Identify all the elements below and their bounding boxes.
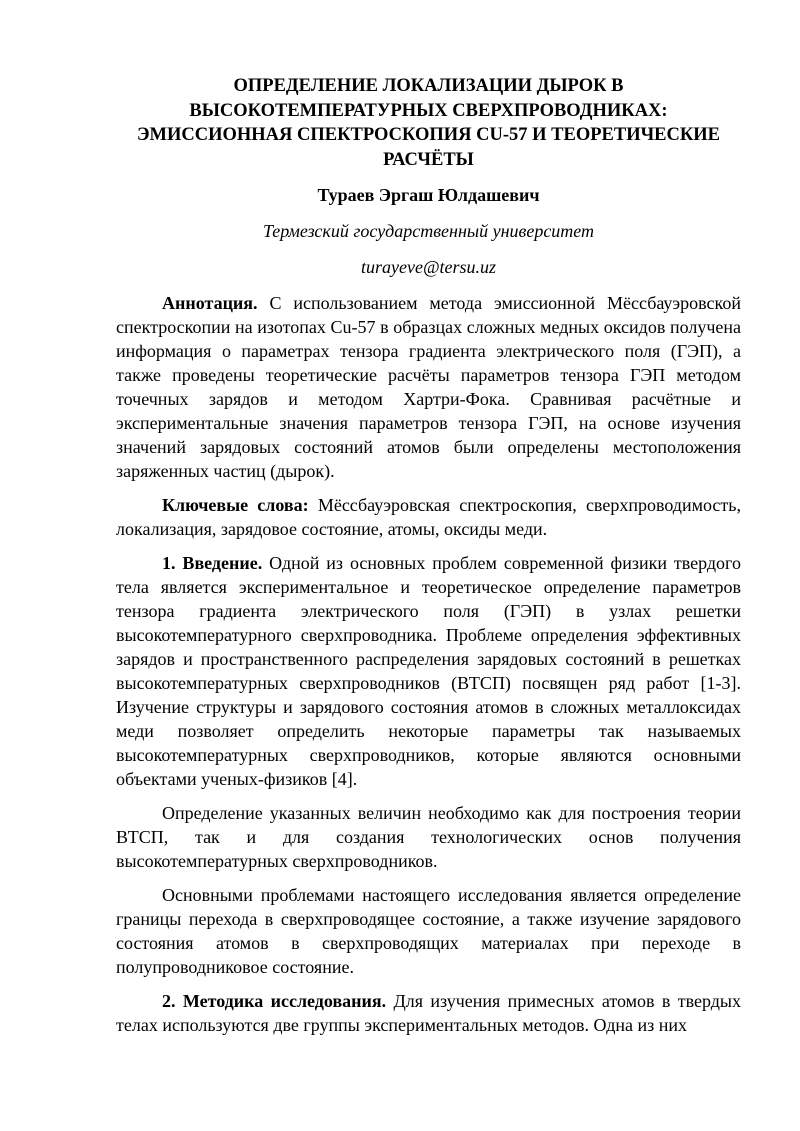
abstract-text: С использованием метода эмиссионной Мёссбауэровской спектроскопии на изотопах Cu-57 в образцах сложных медных оксидов получена информация о параметрах тензора градиента электрического поля (ГЭП), а также проведены теоретические расчёты параметров тензора ГЭП методом точечных зарядов и методом Хартри-Фока. Сравнивая расчётные и экспериментальные значения параметров тензора ГЭП, на основе изучения значений зарядовых состояний атомов были определены местоположения заряженных частиц (дырок).	[116, 293, 741, 481]
paper-title: ОПРЕДЕЛЕНИЕ ЛОКАЛИЗАЦИИ ДЫРОК В ВЫСОКОТЕМПЕРАТУРНЫХ СВЕРХПРОВОДНИКАХ: ЭМИССИОННАЯ СПЕКТРОСКОПИЯ CU-57 И ТЕОРЕТИЧЕСКИЕ РАСЧЁТЫ	[136, 76, 721, 170]
body-paragraph-3: Основными проблемами настоящего исследования является определение границы перехода в сверхпроводящее состояние, а также изучение зарядового состояния атомов в сверхпроводящих материалах при переходе в полупроводниковое состояние.	[116, 885, 741, 977]
author-name: Тураев Эргаш Юлдашевич	[317, 185, 540, 205]
methods-text: Для изучения примесных атомов в твердых телах используются две группы экспериментальных методов. Одна из них	[116, 991, 741, 1035]
abstract-paragraph	[116, 291, 741, 483]
keywords-text: Мёссбауэровская спектроскопия, сверхпроводимость, локализация, зарядовое состояние, атомы, оксиды меди.	[116, 495, 741, 539]
author-affiliation: Термезский государственный университет	[262, 221, 595, 241]
paper-page	[116, 74, 741, 1037]
body-paragraph-2: Определение указанных величин необходимо как для построения теории ВТСП, так и для создания технологических основ получения высокотемпературных сверхпроводников.	[116, 803, 741, 871]
keywords-heading: Ключевые слова:	[162, 495, 309, 515]
methods-paragraph	[116, 989, 741, 1037]
keywords-paragraph	[116, 493, 741, 541]
introduction-text: Одной из основных проблем современной физики твердого тела является экспериментальное и теоретическое определение параметров тензора градиента электрического поля (ГЭП) в узлах решетки высокотемпературного сверхпроводника. Проблеме определения эффективных зарядов и пространственного распределения зарядовых состояний в решетках высокотемпературных сверхпроводников (ВТСП) посвящен ряд работ [1-3]. Изучение структуры и зарядового состояния атомов в сложных металлоксидах меди позволяет определить некоторые параметры так называемых высокотемпературных сверхпроводников, которые являются основными объектами ученых-физиков [4].	[116, 553, 741, 789]
author-email: turayeve@tersu.uz	[360, 257, 497, 277]
methods-heading: 2. Методика исследования.	[162, 991, 387, 1011]
abstract-heading: Аннотация.	[162, 293, 258, 313]
introduction-heading: 1. Введение.	[162, 553, 263, 573]
introduction-paragraph	[116, 551, 741, 791]
